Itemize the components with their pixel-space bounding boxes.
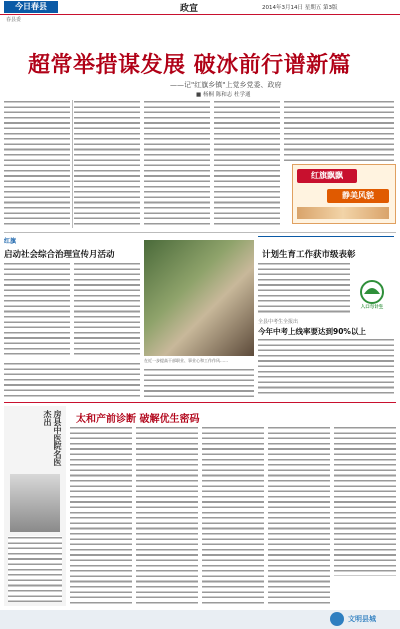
ad-bottom-text: 静美风貌 [327,189,389,203]
exam-article-title: 今年中考上线率要达到90%以上 [258,327,366,336]
left-article-body-1 [4,262,70,358]
left-section-label: 红旗 [4,238,17,245]
population-logo [352,278,392,314]
feature-sidebar-label: 房县中医院名医杰出 [43,410,62,466]
lead-byline: ■ 杨桐 陈和志 杜学通 [196,92,251,98]
exam-kicker: 全县中考生全报出 [258,319,299,325]
newspaper-logo: 今日春县 [4,1,58,13]
feature-column-2 [136,426,198,606]
lead-column-4 [214,100,280,228]
event-photo [144,240,254,356]
doctor-portrait [10,474,60,532]
feature-title: 太和产前诊断 破解优生密码 [76,414,200,425]
feature-column-4 [268,426,330,606]
bottom-band [0,610,400,629]
ad-box [292,164,396,224]
lead-headline: 超常举措谋发展 破冰前行谱新篇 [28,53,352,78]
ad-banner-image [297,207,389,219]
section-name: 政宣 [180,4,199,14]
left-article-body-2 [74,262,140,358]
left-article-title: 启动社会综合治理宣传月活动 [4,250,115,260]
section-divider [4,232,396,233]
ad-top-text: 红旗飘飘 [297,169,357,183]
mid-rule [258,236,394,245]
kicker: 春县委 [6,17,22,23]
feature-divider [4,402,396,403]
masthead [0,0,400,15]
mid-article-title: 计划生育工作获市级表彰 [262,250,356,260]
feature-sidebar [4,406,66,606]
footer-label: 文明县城 [348,615,376,623]
photo-caption: 在近一步提高干部职业、事业心和工作作风…… [144,358,228,363]
feature-column-3 [202,426,264,606]
population-logo-text: 入口与计生 [360,305,384,310]
exam-article-body [258,338,394,394]
column-divider [72,100,73,228]
civic-emblem-icon [330,612,344,626]
dateline: 2014年3月14日 星期五 第3版 [262,5,338,11]
mid-article-body-2 [144,368,254,398]
mid-article-body [258,262,350,316]
lead-column-2 [74,100,140,228]
feature-sidebar-body [8,536,62,602]
feature-column-1 [70,426,132,606]
lead-subhead: ——记"红旗乡镇"上觉乡党委、政府 [170,81,282,89]
lead-column-1 [4,100,70,228]
feature-column-5 [334,426,396,576]
lead-column-3 [144,100,210,228]
lead-column-5 [284,100,394,162]
left-article-body-3 [4,362,140,398]
